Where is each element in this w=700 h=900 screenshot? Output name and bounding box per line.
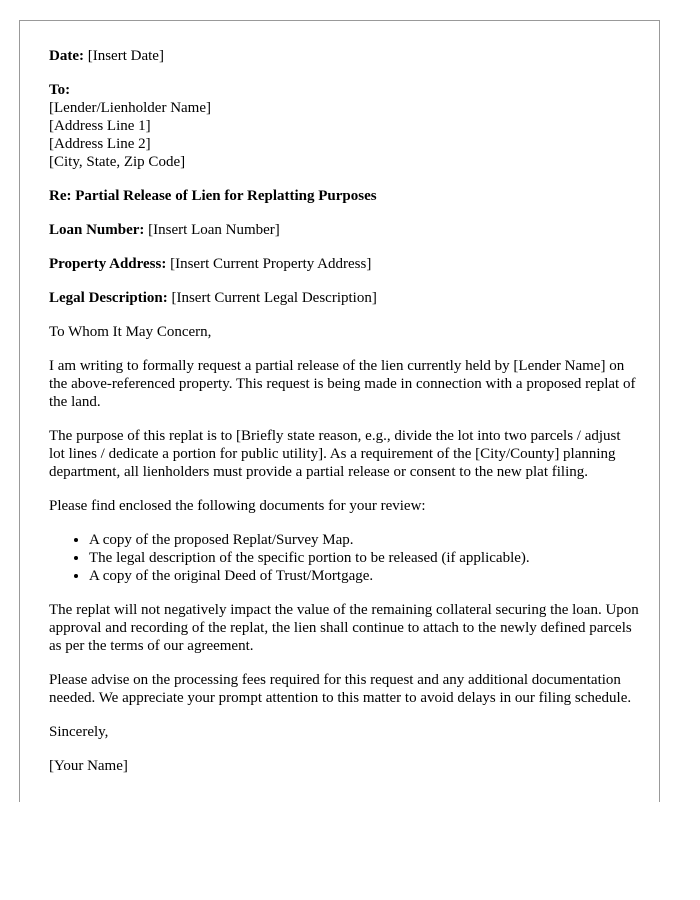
letter-page [19, 20, 660, 802]
legal-description-value: [Insert Current Legal Description] [171, 290, 377, 306]
date-line [49, 47, 639, 65]
list-item: • The legal description of the specific portion to be released (if applicable). [89, 549, 639, 567]
property-address-line [49, 255, 639, 273]
property-address-value: [Insert Current Property Address] [170, 256, 372, 272]
signature-name: [Your Name] [49, 758, 128, 774]
to-label: To: [49, 82, 71, 98]
closing: Sincerely, [49, 724, 109, 740]
list-item: • A copy of the proposed Replat/Survey Map. [89, 531, 639, 549]
loan-number-line [49, 221, 639, 239]
recipient-address-line-1: [Address Line 1] [49, 118, 151, 134]
subject-text: Re: Partial Release of Lien for Replatting Purposes [49, 188, 377, 204]
loan-number-label: Loan Number: [49, 222, 145, 238]
date-label: Date: [49, 48, 84, 64]
recipient-city-state-zip: [City, State, Zip Code] [49, 154, 186, 170]
legal-description-line [49, 289, 639, 307]
recipient-address-line-2: [Address Line 2] [49, 136, 151, 152]
legal-description-label: Legal Description: [49, 290, 168, 306]
letter-content [49, 47, 639, 791]
body-paragraph-5: Please advise on the processing fees required for this request and any additional documentation needed. We appreciate your prompt attention to this matter to avoid delays in our filing schedule. [49, 672, 632, 706]
recipient-block [49, 81, 639, 171]
body-paragraph-1: I am writing to formally request a partial release of the lien currently held by [Lender Name] on the above-referenced property. This request is being made in connection with a proposed replat of the land. [49, 358, 636, 410]
list-item: • A copy of the original Deed of Trust/Mortgage. [89, 567, 639, 585]
body-paragraph-3: Please find enclosed the following documents for your review: [49, 498, 426, 514]
property-address-label: Property Address: [49, 256, 167, 272]
subject-line [49, 187, 639, 205]
enclosure-list [49, 531, 639, 585]
body-paragraph-2: The purpose of this replat is to [Briefly state reason, e.g., divide the lot into two parcels / adjust lot lines / dedicate a portion for public utility]. As a requirement of the [City/County] planning department, all lienholders must provide a partial release or consent to the new plat filing. [49, 428, 621, 480]
body-paragraph-4: The replat will not negatively impact the value of the remaining collateral securing the loan. Upon approval and recording of the replat, the lien shall continue to attach to the newly defined parcels as per the terms of our agreement. [49, 602, 639, 654]
salutation: To Whom It May Concern, [49, 324, 212, 340]
date-value: [Insert Date] [87, 48, 164, 64]
recipient-name: [Lender/Lienholder Name] [49, 100, 212, 116]
loan-number-value: [Insert Loan Number] [148, 222, 280, 238]
